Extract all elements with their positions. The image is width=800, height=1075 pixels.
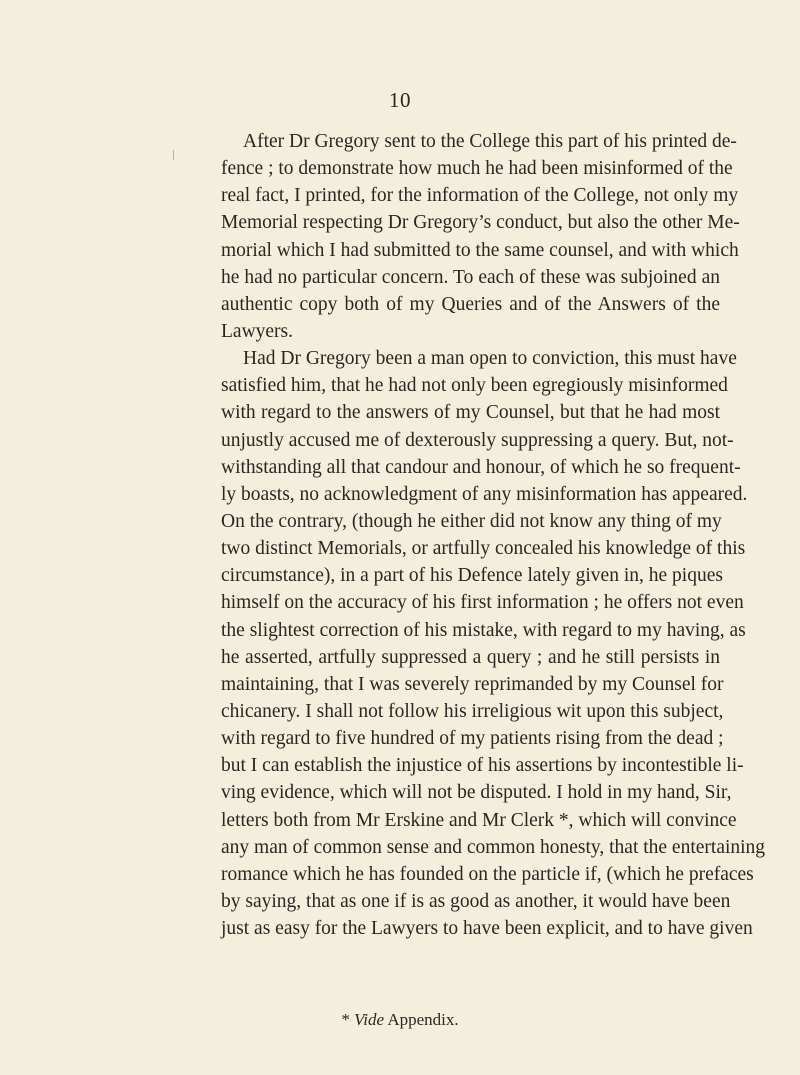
text-line: On the contrary, (though he either did not know any thing of my bbox=[221, 510, 722, 532]
text-line: ving evidence, which will not be disputed. I hold in my hand, Sir, bbox=[221, 782, 732, 804]
text-line: fence ; to demonstrate how much he had been misinformed of the bbox=[221, 158, 733, 180]
text-line: letters both from Mr Erskine and Mr Clerk *, which will convince bbox=[221, 809, 737, 831]
text-line: maintaining, that I was severely reprimanded by my Counsel for bbox=[221, 673, 724, 695]
text-line: morial which I had submitted to the same counsel, and with which bbox=[221, 239, 739, 261]
margin-mark bbox=[173, 150, 174, 160]
text-line: he had no particular concern. To each of these was subjoined an bbox=[221, 266, 720, 288]
footnote bbox=[0, 1010, 800, 1030]
text-line: chicanery. I shall not follow his irreligious wit upon this subject, bbox=[221, 700, 724, 722]
footnote-marker: * bbox=[341, 1010, 350, 1029]
text-line: authentic copy both of my Queries and of the Answers of the bbox=[221, 293, 720, 315]
footnote-vide: Vide bbox=[354, 1010, 385, 1029]
text-line: just as easy for the Lawyers to have been explicit, and to have given bbox=[221, 918, 753, 940]
text-line: he asserted, artfully suppressed a query ; and he still persists in bbox=[221, 646, 720, 668]
text-line: romance which he has founded on the particle if, (which he prefaces bbox=[221, 863, 754, 885]
text-line: satisfied him, that he had not only been egregiously misinformed bbox=[221, 375, 728, 397]
text-line: the slightest correction of his mistake, with regard to my having, as bbox=[221, 619, 746, 641]
text-line: any man of common sense and common honesty, that the entertaining bbox=[221, 836, 766, 858]
text-line: Memorial respecting Dr Gregory’s conduct, but also the other Me- bbox=[221, 212, 740, 234]
footnote-text: Appendix. bbox=[387, 1010, 459, 1029]
text-line: Lawyers. bbox=[221, 320, 294, 342]
body-text bbox=[221, 128, 766, 942]
text-line: by saying, that as one if is as good as another, it would have been bbox=[221, 890, 731, 912]
text-line: Had Dr Gregory been a man open to conviction, this must have bbox=[243, 348, 737, 370]
text-line: withstanding all that candour and honour, of which he so frequent- bbox=[221, 456, 741, 478]
text-line: After Dr Gregory sent to the College this part of his printed de- bbox=[243, 131, 737, 152]
page-number: 10 bbox=[389, 88, 411, 112]
text-line: with regard to five hundred of my patients rising from the dead ; bbox=[221, 728, 724, 750]
text-line: real fact, I printed, for the information of the College, not only my bbox=[221, 185, 739, 207]
text-line: with regard to the answers of my Counsel, but that he had most bbox=[221, 402, 720, 424]
text-line: unjustly accused me of dexterously suppressing a query. But, not- bbox=[221, 429, 734, 451]
text-line: himself on the accuracy of his first information ; he offers not even bbox=[221, 592, 744, 614]
text-line: but I can establish the injustice of his assertions by incontestible li- bbox=[221, 755, 744, 777]
text-line: circumstance), in a part of his Defence lately given in, he piques bbox=[221, 565, 723, 587]
text-line: ly boasts, no acknowledgment of any misinformation has appeared. bbox=[221, 483, 748, 505]
text-line: two distinct Memorials, or artfully concealed his knowledge of this bbox=[221, 538, 746, 560]
